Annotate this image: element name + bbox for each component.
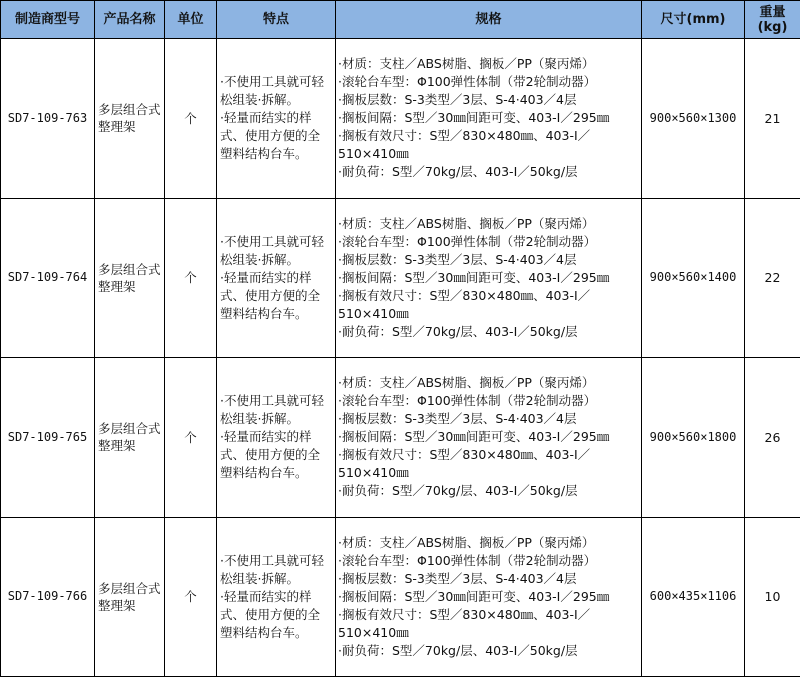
spec-line: ·材质：支柱／ABS树脂、搁板／PP（聚丙烯） xyxy=(338,375,595,391)
cell-unit: 个 xyxy=(165,517,217,677)
cell-features: ·不使用工具就可轻松组装·拆解。 ·轻量而结实的样式、使用方便的全塑料结构台车。 xyxy=(217,517,336,677)
header-features: 特点 xyxy=(217,1,336,39)
spec-line: ·滚轮台车型：Φ100弹性体制（带2轮制动器） xyxy=(338,552,597,568)
header-size: 尺寸(mm) xyxy=(642,1,745,39)
spec-line: ·材质：支柱／ABS树脂、搁板／PP（聚丙烯） xyxy=(338,215,595,231)
cell-weight: 10 xyxy=(745,517,800,677)
cell-features: ·不使用工具就可轻松组装·拆解。 ·轻量而结实的样式、使用方便的全塑料结构台车。 xyxy=(217,39,336,199)
header-weight: 重量 (kg) xyxy=(745,1,800,39)
cell-name: 多层组合式整理架 xyxy=(95,517,165,677)
spec-line: ·耐负荷：S型／70kg/层、403-I／50kg/层 xyxy=(338,642,578,658)
cell-model: SD7-109-764 xyxy=(1,198,95,358)
spec-line: ·搁板间隔：S型／30㎜间距可变、403-I／295㎜ xyxy=(338,588,610,604)
cell-spec xyxy=(336,358,642,518)
cell-unit: 个 xyxy=(165,39,217,199)
spec-line: ·搁板层数：S-3类型／3层、S-4·403／4层 xyxy=(338,570,577,586)
cell-features: ·不使用工具就可轻松组装·拆解。 ·轻量而结实的样式、使用方便的全塑料结构台车。 xyxy=(217,358,336,518)
spec-line: ·搁板有效尺寸：S型／830×480㎜、403-I／510×410㎜ xyxy=(338,447,591,481)
table-row xyxy=(1,358,800,518)
spec-line: ·搁板间隔：S型／30㎜间距可变、403-I／295㎜ xyxy=(338,429,610,445)
table-row xyxy=(1,517,800,677)
spec-line: ·材质：支柱／ABS树脂、搁板／PP（聚丙烯） xyxy=(338,534,595,550)
spec-line: ·搁板层数：S-3类型／3层、S-4·403／4层 xyxy=(338,411,577,427)
cell-spec xyxy=(336,198,642,358)
cell-weight: 26 xyxy=(745,358,800,518)
cell-model: SD7-109-763 xyxy=(1,39,95,199)
spec-line: ·搁板有效尺寸：S型／830×480㎜、403-I／510×410㎜ xyxy=(338,128,591,162)
spec-line: ·搁板有效尺寸：S型／830×480㎜、403-I／510×410㎜ xyxy=(338,287,591,321)
spec-line: ·搁板间隔：S型／30㎜间距可变、403-I／295㎜ xyxy=(338,269,610,285)
cell-weight: 21 xyxy=(745,39,800,199)
table-row xyxy=(1,198,800,358)
spec-line: ·滚轮台车型：Φ100弹性体制（带2轮制动器） xyxy=(338,74,597,90)
cell-features: ·不使用工具就可轻松组装·拆解。 ·轻量而结实的样式、使用方便的全塑料结构台车。 xyxy=(217,198,336,358)
cell-size: 900×560×1300 xyxy=(642,39,745,199)
cell-name: 多层组合式整理架 xyxy=(95,198,165,358)
spec-line: ·滚轮台车型：Φ100弹性体制（带2轮制动器） xyxy=(338,233,597,249)
cell-size: 600×435×1106 xyxy=(642,517,745,677)
spec-line: ·搁板层数：S-3类型／3层、S-4·403／4层 xyxy=(338,92,577,108)
table-row xyxy=(1,39,800,199)
cell-unit: 个 xyxy=(165,198,217,358)
spec-line: ·搁板有效尺寸：S型／830×480㎜、403-I／510×410㎜ xyxy=(338,606,591,640)
spec-line: ·滚轮台车型：Φ100弹性体制（带2轮制动器） xyxy=(338,393,597,409)
spec-line: ·材质：支柱／ABS树脂、搁板／PP（聚丙烯） xyxy=(338,56,595,72)
cell-spec xyxy=(336,39,642,199)
cell-weight: 22 xyxy=(745,198,800,358)
cell-size: 900×560×1400 xyxy=(642,198,745,358)
cell-model: SD7-109-765 xyxy=(1,358,95,518)
spec-line: ·耐负荷：S型／70kg/层、403-I／50kg/层 xyxy=(338,164,578,180)
cell-size: 900×560×1800 xyxy=(642,358,745,518)
cell-name: 多层组合式整理架 xyxy=(95,358,165,518)
header-model: 制造商型号 xyxy=(1,1,95,39)
spec-line: ·耐负荷：S型／70kg/层、403-I／50kg/层 xyxy=(338,323,578,339)
header-name: 产品名称 xyxy=(95,1,165,39)
cell-spec xyxy=(336,517,642,677)
cell-name: 多层组合式整理架 xyxy=(95,39,165,199)
cell-model: SD7-109-766 xyxy=(1,517,95,677)
header-row xyxy=(1,1,800,39)
header-unit: 单位 xyxy=(165,1,217,39)
header-spec: 规格 xyxy=(336,1,642,39)
cell-unit: 个 xyxy=(165,358,217,518)
spec-line: ·搁板层数：S-3类型／3层、S-4·403／4层 xyxy=(338,251,577,267)
spec-line: ·搁板间隔：S型／30㎜间距可变、403-I／295㎜ xyxy=(338,110,610,126)
spec-line: ·耐负荷：S型／70kg/层、403-I／50kg/层 xyxy=(338,483,578,499)
